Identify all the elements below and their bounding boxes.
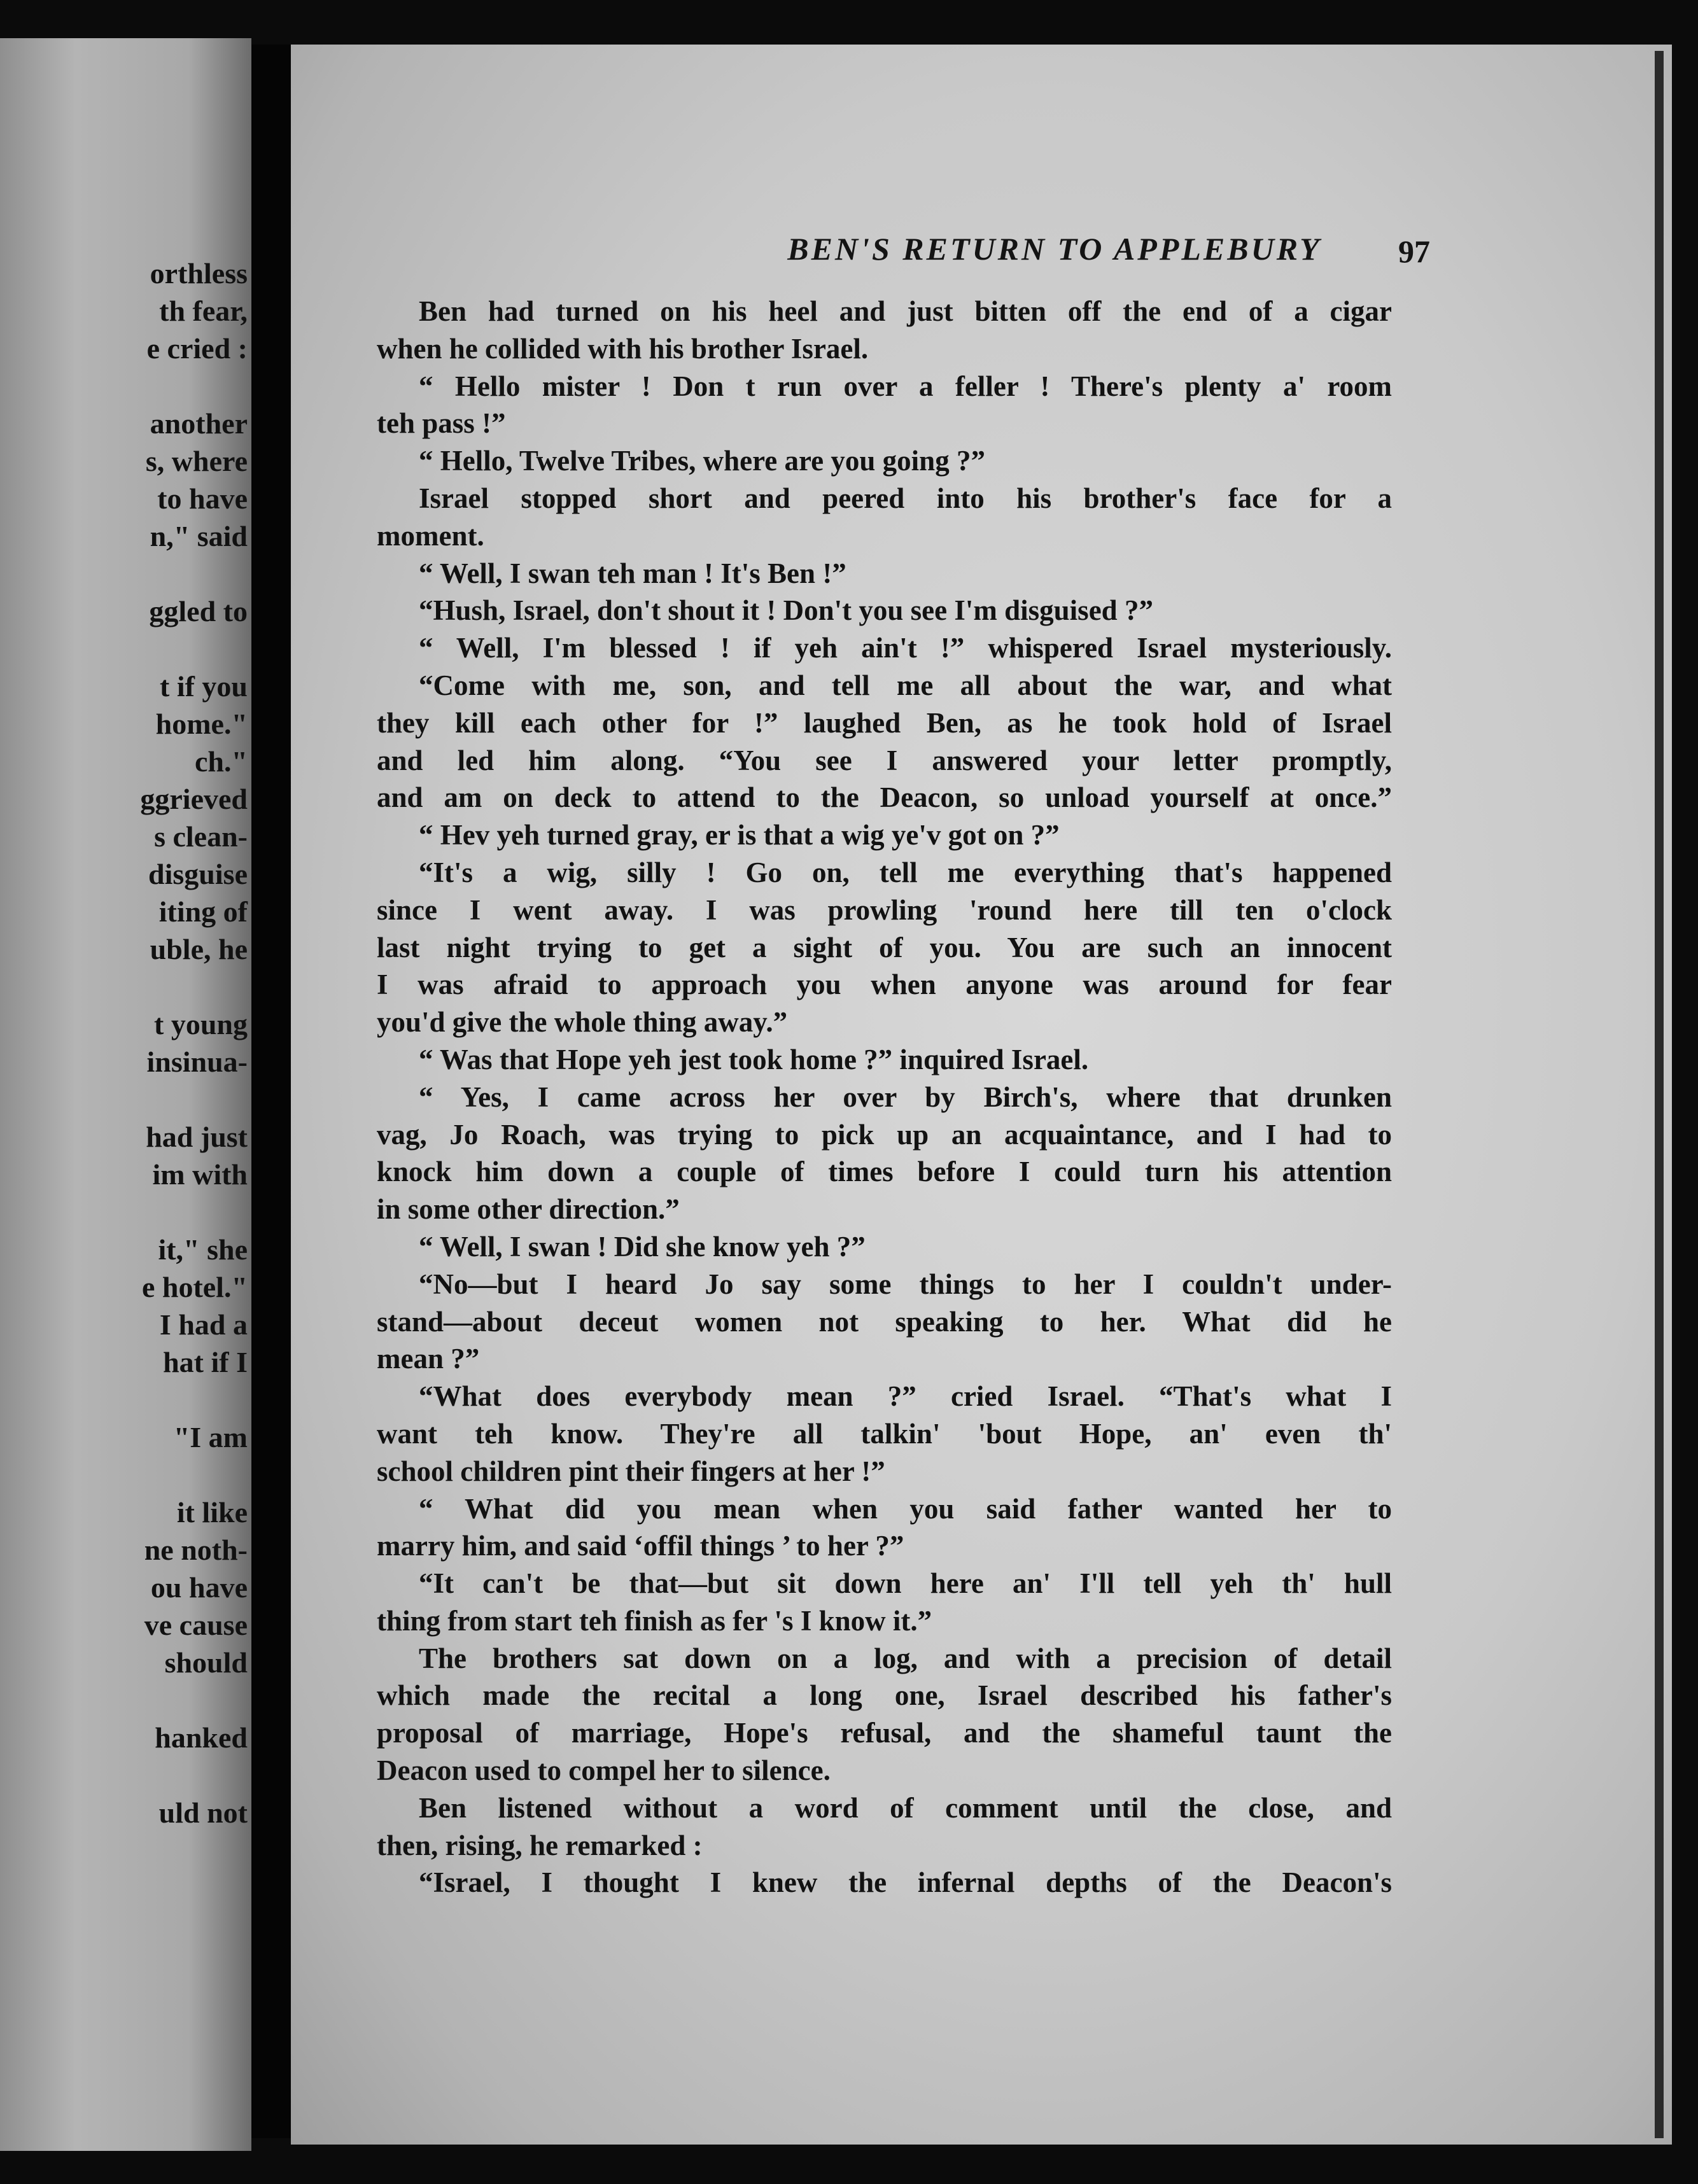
text-line: want teh know. They're all talkin' 'bout Hope, an' even th' <box>377 1417 1392 1450</box>
text-line: “ Hello mister ! Don t run over a feller ! There's plenty a' room <box>419 370 1392 402</box>
text-line: school children pint their fingers at her !” <box>377 1455 885 1487</box>
text-line: Israel stopped short and peered into his brother's face for a <box>419 482 1392 514</box>
text-line: “ Was that Hope yeh jest took home ?” inquired Israel. <box>419 1043 1089 1075</box>
text-line: “Come with me, son, and tell me all about the war, and what <box>419 669 1392 701</box>
text-line: I was afraid to approach you when anyone was around for fear <box>377 969 1392 1001</box>
page-number: 97 <box>1398 234 1430 269</box>
facing-page-line: I had a <box>159 1308 248 1341</box>
text-line: moment. <box>377 519 484 552</box>
text-line: knock him down a couple of times before I could turn his attention <box>377 1156 1392 1188</box>
facing-page-line: ch." <box>194 745 248 778</box>
facing-page-line: ou have <box>150 1571 248 1604</box>
facing-page-line: another <box>150 407 248 440</box>
facing-page-line <box>6 1081 248 1118</box>
text-line: Ben listened without a word of comment until the close, and <box>419 1791 1392 1824</box>
text-line: “ Well, I'm blessed ! if yeh ain't !” whispered Israel mysteriously. <box>419 632 1392 664</box>
facing-page-line: ve cause <box>144 1609 248 1641</box>
facing-page-line: s clean- <box>154 820 248 853</box>
facing-page-line: had just <box>146 1121 248 1153</box>
facing-page-line <box>6 968 248 1005</box>
text-line: in some other direction.” <box>377 1193 680 1226</box>
facing-page-line: ne noth- <box>144 1534 248 1566</box>
facing-page-line: "I am <box>173 1421 248 1453</box>
facing-page-line <box>6 1681 248 1719</box>
facing-page-line: uble, he <box>150 933 248 965</box>
facing-page-line: hat if I <box>163 1346 248 1378</box>
facing-page-line: t if you <box>160 670 248 703</box>
text-line: stand—about deceut women not speaking to her. What did he <box>377 1305 1392 1338</box>
facing-page-line: disguise <box>148 858 248 890</box>
facing-page-line <box>6 367 248 405</box>
text-line: mean ?” <box>377 1343 480 1375</box>
text-line: you'd give the whole thing away.” <box>377 1006 788 1039</box>
facing-page-line: should <box>164 1646 248 1679</box>
text-line: thing from start teh finish as fer 's I know it.” <box>377 1604 932 1637</box>
text-line: “ What did you mean when you said father wanted her to <box>419 1492 1392 1525</box>
facing-page-line: t young <box>154 1008 248 1040</box>
facing-page-line: n," said <box>150 520 248 552</box>
text-line: The brothers sat down on a log, and with a precision of detail <box>419 1642 1392 1674</box>
facing-page-line: im with <box>152 1158 248 1191</box>
text-line: “What does everybody mean ?” cried Israel. “That's what I <box>419 1380 1392 1413</box>
page-edge <box>1655 51 1664 2138</box>
text-line: Deacon used to compel her to silence. <box>377 1754 831 1787</box>
facing-page-text <box>6 255 248 1831</box>
text-line: vag, Jo Roach, was trying to pick up an acquaintance, and I had to <box>377 1118 1392 1151</box>
facing-page-line: th fear, <box>159 295 248 327</box>
facing-page-line: home." <box>155 708 248 740</box>
text-line: “No—but I heard Jo say some things to her I couldn't under- <box>419 1268 1392 1300</box>
text-line: “ Well, I swan teh man ! It's Ben !” <box>419 557 846 589</box>
facing-page-line: e hotel." <box>141 1271 248 1303</box>
text-line: “It can't be that—but sit down here an' I'll tell yeh th' hull <box>419 1567 1392 1600</box>
text-line: and am on deck to attend to the Deacon, so unload yourself at once.” <box>377 781 1392 814</box>
body-text <box>377 293 1392 1901</box>
text-line: “ Yes, I came across her over by Birch's, where that drunken <box>419 1081 1392 1113</box>
facing-page-left <box>0 38 251 2151</box>
text-line: Ben had turned on his heel and just bitten off the end of a cigar <box>419 295 1392 327</box>
facing-page-line: it," she <box>158 1233 248 1266</box>
text-line: when he collided with his brother Israel. <box>377 332 869 365</box>
text-line: since I went away. I was prowling 'round here till ten o'clock <box>377 893 1392 926</box>
running-head: BEN'S RETURN TO APPLEBURY <box>787 231 1322 267</box>
facing-page-line <box>6 1456 248 1494</box>
text-line: teh pass !” <box>377 407 506 440</box>
text-line: marry him, and said ‘offil things ’ to her ?” <box>377 1530 904 1562</box>
text-line: “It's a wig, silly ! Go on, tell me everything that's happened <box>419 856 1392 888</box>
facing-page-line: uld not <box>158 1796 248 1829</box>
text-line: and led him along. “You see I answered your letter promptly, <box>377 744 1392 776</box>
book-gutter <box>251 45 291 2138</box>
facing-page-line: s, where <box>145 445 248 477</box>
page-97 <box>291 45 1672 2145</box>
text-line: which made the recital a long one, Israel described his father's <box>377 1679 1392 1712</box>
text-line: last night trying to get a sight of you. You are such an innocent <box>377 931 1392 963</box>
text-line: proposal of marriage, Hope's refusal, and the shameful taunt the <box>377 1717 1392 1749</box>
text-line: they kill each other for !” laughed Ben, as he took hold of Israel <box>377 706 1392 739</box>
facing-page-line: iting of <box>158 895 248 928</box>
facing-page-line: e cried : <box>146 332 248 365</box>
facing-page-line <box>6 1381 248 1418</box>
text-line: then, rising, he remarked : <box>377 1829 703 1861</box>
text-line: “ Well, I swan ! Did she know yeh ?” <box>419 1230 866 1263</box>
text-line: “ Hev yeh turned gray, er is that a wig ye'v got on ?” <box>419 819 1060 851</box>
text-line: “Israel, I thought I knew the infernal depths of the Deacon's <box>419 1866 1392 1899</box>
facing-page-line <box>6 1193 248 1231</box>
facing-page-line <box>6 555 248 592</box>
facing-page-line: hanked <box>155 1721 248 1754</box>
facing-page-line: to have <box>157 482 248 515</box>
text-line: “ Hello, Twelve Tribes, where are you going ?” <box>419 445 985 477</box>
facing-page-line: it like <box>176 1496 248 1529</box>
facing-page-line: orthless <box>150 257 248 290</box>
facing-page-line: ggled to <box>149 595 248 627</box>
text-line: “Hush, Israel, don't shout it ! Don't you see I'm disguised ?” <box>419 594 1153 627</box>
facing-page-line <box>6 1756 248 1794</box>
facing-page-line <box>6 630 248 668</box>
facing-page-line: insinua- <box>146 1046 248 1078</box>
facing-page-line: ggrieved <box>140 783 248 815</box>
